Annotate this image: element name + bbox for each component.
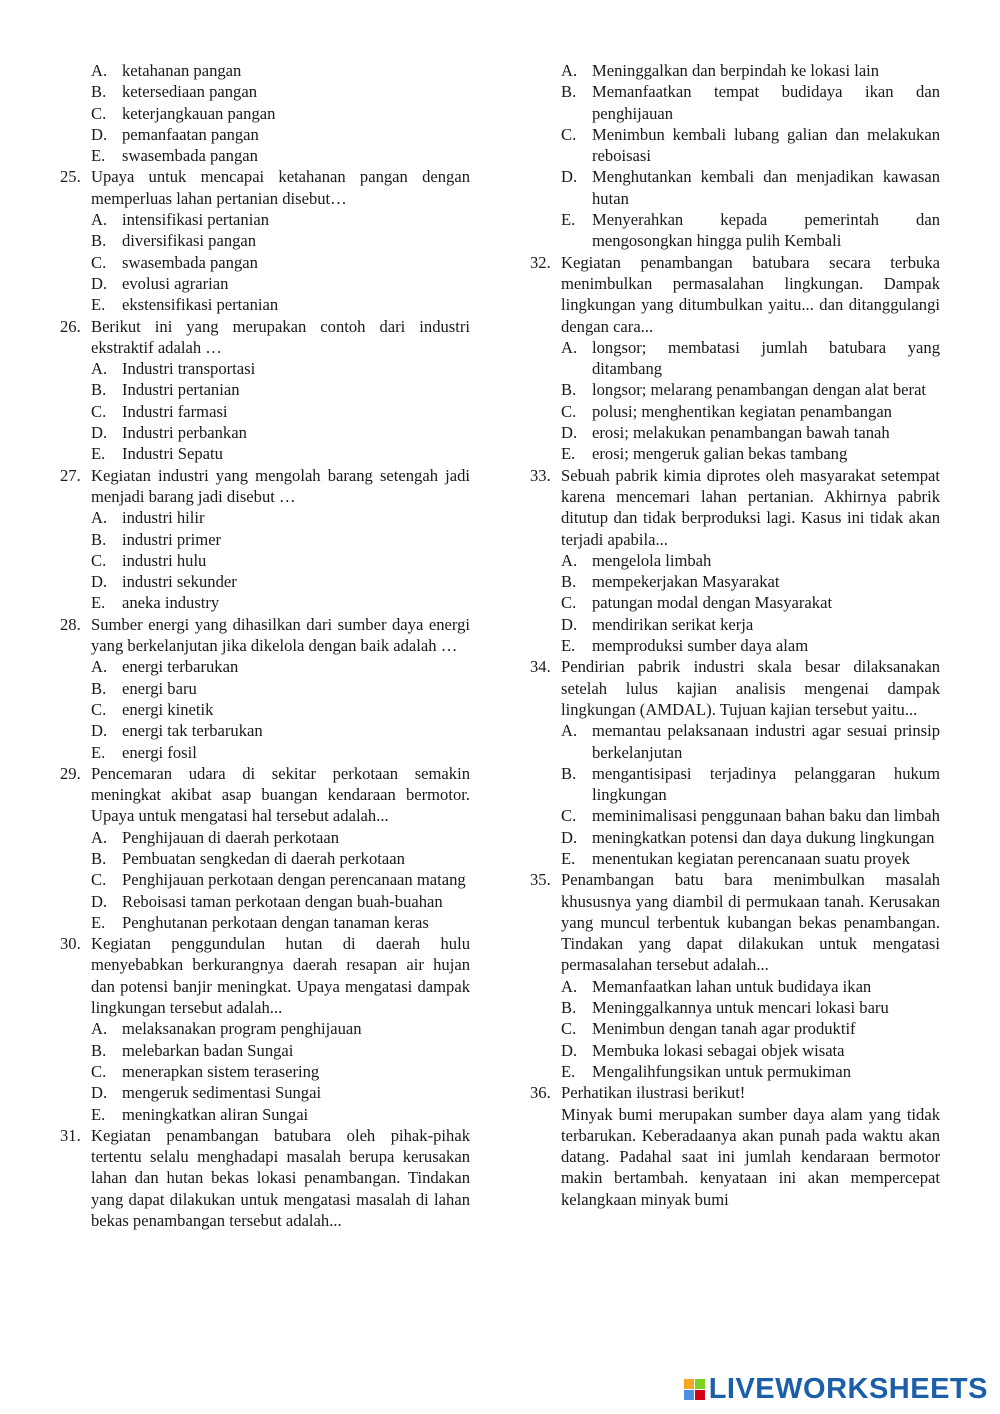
option-text: Industri pertanian [122, 380, 240, 400]
option-text: Menghutankan kembali dan menjadikan kawasan hutan [592, 167, 940, 208]
answer-option[interactable] [91, 230, 470, 251]
answer-option[interactable] [561, 635, 940, 656]
option-letter: C. [561, 806, 577, 826]
brand-wordmark: LIVEWORKSHEETS [708, 1372, 988, 1405]
option-text: longsor; melarang penambangan dengan alat berat [592, 380, 927, 400]
answer-option[interactable] [91, 507, 470, 528]
option-text: industri sekunder [122, 572, 237, 592]
question-31 [60, 1125, 470, 1231]
option-letter: D. [91, 423, 108, 443]
option-letter: B. [561, 380, 577, 400]
liveworksheets-logo-icon [684, 1379, 705, 1400]
option-letter: B. [91, 678, 107, 698]
option-letter: B. [561, 82, 577, 102]
option-text: ketersediaan pangan [122, 82, 257, 102]
option-letter: D. [91, 124, 108, 144]
answer-option[interactable] [91, 209, 470, 230]
question-stem: Sebuah pabrik kimia diprotes oleh masyarakat setempat karena mencemari lahan pertanian. Akhirnya pabrik ditutup dan tidak berproduksi lagi. Kasus ini tidak akan terjadi apabila... [561, 465, 940, 549]
left-column [60, 60, 470, 1231]
answer-option[interactable] [91, 656, 470, 677]
answer-option[interactable] [91, 592, 470, 613]
answer-option[interactable] [91, 294, 470, 315]
option-text: mempekerjakan Masyarakat [592, 572, 780, 592]
answer-option[interactable] [91, 81, 470, 102]
option-text: longsor; membatasi jumlah batubara yang ditambang [592, 337, 940, 379]
option-text: polusi; menghentikan kegiatan penambangan [592, 401, 892, 421]
answer-option[interactable] [91, 720, 470, 741]
answer-option[interactable] [561, 209, 940, 252]
option-text: mendirikan serikat kerja [592, 614, 754, 634]
option-letter: A. [561, 976, 578, 996]
answer-option[interactable] [561, 1040, 940, 1061]
option-text: energi baru [122, 678, 197, 698]
question-stem: Upaya untuk mencapai ketahanan pangan dengan memperluas lahan pertanian disebut… [91, 167, 470, 208]
option-letter: E. [91, 912, 106, 932]
option-letter: C. [91, 870, 107, 890]
option-text: industri primer [122, 529, 222, 549]
answer-option[interactable] [561, 614, 940, 635]
answer-option[interactable] [561, 166, 940, 209]
option-letter: B. [561, 763, 577, 783]
option-text: Reboisasi taman perkotaan dengan buah-buahan [122, 891, 443, 911]
option-letter: D. [561, 167, 578, 187]
option-text: aneka industry [122, 593, 220, 613]
option-letter: E. [91, 444, 106, 464]
option-text: meminimalisasi penggunaan bahan baku dan limbah [592, 806, 940, 826]
question-number: 27. [60, 465, 81, 485]
answer-option[interactable] [91, 678, 470, 699]
answer-option[interactable] [91, 1040, 470, 1061]
option-letter: E. [91, 593, 106, 613]
question-stem: Penambangan batu bara menimbulkan masalah khususnya yang diambil di permukaan tanah. Kerusakan yang muncul terbentuk kubangan bekas penambangan. Tindakan yang dapat dilakukan untuk mengatasi permasalahan tersebut adalah... [561, 870, 940, 975]
option-letter: E. [561, 848, 576, 868]
answer-option[interactable] [561, 571, 940, 592]
option-letter: C. [561, 593, 577, 613]
option-text: memantau pelaksanaan industri agar sesuai prinsip berkelanjutan [592, 721, 940, 762]
option-letter: B. [91, 231, 107, 251]
option-text: erosi; melakukan penambangan bawah tanah [592, 423, 890, 443]
option-letter: B. [91, 82, 107, 102]
question-stem: Sumber energi yang dihasilkan dari sumber daya energi yang berkelanjutan jika dikelola dengan baik adalah … [91, 614, 470, 656]
question-number: 33. [530, 465, 551, 485]
question-29 [60, 763, 470, 933]
option-text: energi fosil [122, 742, 197, 762]
answer-option[interactable] [561, 805, 940, 826]
answer-option[interactable] [91, 379, 470, 400]
answer-option[interactable] [91, 252, 470, 273]
logo-square-2 [695, 1379, 705, 1389]
option-letter: E. [91, 1104, 106, 1124]
answer-option[interactable] [91, 422, 470, 443]
question-34 [530, 656, 940, 869]
option-text: energi kinetik [122, 699, 214, 719]
option-letter: A. [91, 359, 108, 379]
question-passage: Minyak bumi merupakan sumber daya alam yang tidak terbarukan. Keberadaanya akan punah pada waktu akan datang. Padahal saat ini jumlah kendaraan bermotor makin bertambah. kenyataan ini akan mempercepat kelangkaan minyak bumi [561, 1104, 940, 1209]
option-text: Meninggalkan dan berpindah ke lokasi lain [592, 61, 880, 80]
answer-option[interactable] [561, 550, 940, 571]
option-text: Industri farmasi [122, 401, 228, 421]
option-letter: A. [91, 1019, 108, 1039]
question-stem: Pendirian pabrik industri skala besar dilaksanakan setelah lulus kajian analisis mengenai dampak lingkungan (AMDAL). Tujuan kajian tersebut yaitu... [561, 657, 940, 719]
question-33 [530, 465, 940, 657]
right-column [530, 60, 940, 1210]
option-text: keterjangkauan pangan [122, 103, 276, 123]
option-letter: A. [91, 657, 108, 677]
option-letter: B. [561, 998, 577, 1018]
option-text: energi terbarukan [122, 657, 239, 677]
option-letter: D. [91, 1083, 108, 1103]
question-stem: Kegiatan penambangan batubara secara terbuka menimbulkan permasalahan lingkungan. Dampak lingkungan yang ditumbulkan yaitu... dan ditanggulangi dengan cara... [561, 252, 940, 336]
logo-square-3 [684, 1390, 694, 1400]
right-leading-options [530, 60, 940, 252]
answer-option[interactable] [561, 720, 940, 763]
option-letter: A. [91, 210, 108, 230]
question-number: 30. [60, 934, 81, 954]
option-letter: C. [91, 103, 107, 123]
answer-option[interactable] [91, 103, 470, 124]
option-letter: A. [561, 550, 578, 570]
option-text: mengantisipasi terjadinya pelanggaran hukum lingkungan [592, 763, 940, 805]
right-questions [530, 252, 940, 1210]
answer-option[interactable] [91, 273, 470, 294]
answer-option[interactable] [561, 422, 940, 443]
answer-option[interactable] [91, 1082, 470, 1103]
question-stem: Kegiatan industri yang mengolah barang setengah jadi menjadi barang jadi disebut … [91, 465, 470, 506]
answer-option[interactable] [91, 891, 470, 912]
option-letter: E. [561, 210, 576, 230]
option-letter: C. [561, 124, 577, 144]
answer-option[interactable] [561, 592, 940, 613]
option-letter: D. [91, 721, 108, 741]
answer-option[interactable] [561, 848, 940, 869]
answer-option[interactable] [91, 699, 470, 720]
option-letter: D. [561, 827, 578, 847]
answer-option[interactable] [91, 1104, 470, 1125]
option-letter: A. [91, 61, 108, 80]
question-26 [60, 316, 470, 465]
option-letter: E. [91, 295, 106, 315]
option-letter: A. [561, 61, 578, 80]
question-stem: Perhatikan ilustrasi berikut! [561, 1083, 746, 1103]
option-text: Penghutanan perkotaan dengan tanaman keras [122, 912, 429, 932]
option-letter: A. [91, 508, 108, 528]
answer-option[interactable] [91, 550, 470, 571]
question-27 [60, 465, 470, 614]
liveworksheets-brand [684, 1372, 988, 1405]
option-text: Industri Sepatu [122, 444, 223, 464]
answer-option[interactable] [561, 401, 940, 422]
answer-option[interactable] [561, 1061, 940, 1082]
answer-option[interactable] [91, 443, 470, 464]
option-letter: C. [91, 550, 107, 570]
option-text: diversifikasi pangan [122, 231, 257, 251]
option-letter: B. [91, 380, 107, 400]
option-text: Menimbun dengan tanah agar produktif [592, 1019, 856, 1039]
option-text: mengelola limbah [592, 550, 712, 570]
option-letter: E. [561, 444, 576, 464]
question-stem: Kegiatan penggundulan hutan di daerah hulu menyebabkan berkurangnya daerah resapan air hujan dan potensi banjir meningkat. Upaya mengatasi dampak lingkungan tersebut adalah... [91, 934, 470, 1018]
answer-option[interactable] [561, 60, 940, 81]
option-text: Industri transportasi [122, 359, 256, 379]
question-number: 25. [60, 167, 81, 187]
answer-option[interactable] [91, 529, 470, 550]
option-letter: B. [91, 1040, 107, 1060]
option-text: ketahanan pangan [122, 61, 242, 80]
option-text: Industri perbankan [122, 423, 247, 443]
option-letter: A. [561, 721, 578, 741]
answer-option[interactable] [561, 827, 940, 848]
answer-option[interactable] [91, 869, 470, 890]
option-letter: C. [91, 1061, 107, 1081]
option-letter: D. [561, 1040, 578, 1060]
option-text: evolusi agrarian [122, 273, 229, 293]
question-30 [60, 933, 470, 1125]
question-number: 26. [60, 316, 81, 336]
answer-option[interactable] [91, 827, 470, 848]
answer-option[interactable] [91, 848, 470, 869]
option-letter: D. [91, 273, 108, 293]
option-text: pemanfaatan pangan [122, 124, 259, 144]
question-number: 29. [60, 763, 81, 783]
option-text: menerapkan sistem terasering [122, 1061, 320, 1081]
question-number: 35. [530, 870, 551, 890]
option-text: memproduksi sumber daya alam [592, 636, 809, 656]
answer-option[interactable] [91, 358, 470, 379]
question-stem: Berikut ini yang merupakan contoh dari industri ekstraktif adalah … [91, 316, 470, 357]
option-text: Menyerahkan kepada pemerintah dan mengosongkan hingga pulih Kembali [592, 210, 940, 251]
option-text: swasembada pangan [122, 146, 258, 166]
option-text: Membuka lokasi sebagai objek wisata [592, 1040, 845, 1060]
option-text: Penghijauan di daerah perkotaan [122, 827, 340, 847]
option-text: Penghijauan perkotaan dengan perencanaan matang [122, 870, 466, 890]
answer-option[interactable] [561, 976, 940, 997]
question-25 [60, 166, 470, 315]
question-number: 36. [530, 1083, 551, 1103]
option-letter: B. [91, 529, 107, 549]
option-text: industri hilir [122, 508, 205, 528]
option-text: melebarkan badan Sungai [122, 1040, 294, 1060]
option-letter: D. [561, 614, 578, 634]
logo-square-1 [684, 1379, 694, 1389]
question-35 [530, 869, 940, 1082]
option-text: Meninggalkannya untuk mencari lokasi baru [592, 998, 889, 1018]
question-number: 32. [530, 252, 551, 272]
answer-option[interactable] [91, 571, 470, 592]
question-stem: Pencemaran udara di sekitar perkotaan semakin meningkat akibat asap buangan kendaraan bermotor. Upaya untuk mengatasi hal tersebut adalah... [91, 763, 470, 826]
option-letter: B. [561, 572, 577, 592]
option-letter: C. [91, 252, 107, 272]
logo-square-4 [695, 1390, 705, 1400]
option-text: Menimbun kembali lubang galian dan melakukan reboisasi [592, 124, 940, 166]
answer-option[interactable] [561, 124, 940, 167]
answer-option[interactable] [91, 742, 470, 763]
option-text: Mengalihfungsikan untuk permukiman [592, 1061, 852, 1081]
option-letter: D. [561, 423, 578, 443]
question-number: 28. [60, 614, 81, 634]
option-letter: E. [561, 636, 576, 656]
option-letter: B. [91, 848, 107, 868]
option-letter: E. [561, 1061, 576, 1081]
option-text: menentukan kegiatan perencanaan suatu proyek [592, 848, 910, 868]
option-letter: C. [561, 1019, 577, 1039]
answer-option[interactable] [561, 997, 940, 1018]
answer-option[interactable] [91, 60, 470, 81]
option-text: intensifikasi pertanian [122, 210, 269, 230]
answer-option[interactable] [561, 337, 940, 380]
answer-option[interactable] [561, 81, 940, 124]
answer-option[interactable] [91, 912, 470, 933]
option-text: melaksanakan program penghijauan [122, 1019, 362, 1039]
option-text: erosi; mengeruk galian bekas tambang [592, 444, 848, 464]
option-letter: A. [91, 827, 108, 847]
question-32 [530, 252, 940, 465]
option-text: energi tak terbarukan [122, 721, 263, 741]
option-letter: A. [561, 337, 578, 357]
question-stem: Kegiatan penambangan batubara oleh pihak-pihak tertentu selalu menghadapi masalah berupa kerusakan lahan dan hutan bekas lokasi penambangan. Tindakan yang dapat dilakukan untuk mengatasi masalah di lahan bekas penambangan tersebut adalah... [91, 1125, 470, 1231]
question-number: 34. [530, 657, 551, 677]
option-letter: E. [91, 146, 106, 166]
option-letter: D. [91, 891, 108, 911]
option-letter: C. [91, 699, 107, 719]
question-36 [530, 1082, 940, 1210]
question-28 [60, 614, 470, 763]
option-text: ekstensifikasi pertanian [122, 295, 279, 315]
option-text: meningkatkan aliran Sungai [122, 1104, 309, 1124]
answer-option[interactable] [561, 443, 940, 464]
question-number: 31. [60, 1125, 81, 1145]
answer-option[interactable] [91, 145, 470, 166]
left-questions [60, 166, 470, 1231]
option-text: mengeruk sedimentasi Sungai [122, 1083, 322, 1103]
answer-option[interactable] [91, 1018, 470, 1039]
option-text: patungan modal dengan Masyarakat [592, 593, 833, 613]
option-text: industri hulu [122, 550, 207, 570]
option-letter: C. [561, 401, 577, 421]
answer-option[interactable] [561, 763, 940, 806]
option-letter: C. [91, 401, 107, 421]
answer-option[interactable] [91, 1061, 470, 1082]
left-leading-options [60, 60, 470, 166]
option-text: Memanfaatkan tempat budidaya ikan dan penghijauan [592, 82, 940, 123]
answer-option[interactable] [561, 1018, 940, 1039]
option-text: Pembuatan sengkedan di daerah perkotaan [122, 848, 405, 868]
answer-option[interactable] [91, 401, 470, 422]
option-letter: D. [91, 572, 108, 592]
option-text: swasembada pangan [122, 252, 258, 272]
answer-option[interactable] [561, 379, 940, 400]
answer-option[interactable] [91, 124, 470, 145]
option-letter: E. [91, 742, 106, 762]
option-text: Memanfaatkan lahan untuk budidaya ikan [592, 976, 872, 996]
option-text: meningkatkan potensi dan daya dukung lingkungan [592, 827, 935, 847]
